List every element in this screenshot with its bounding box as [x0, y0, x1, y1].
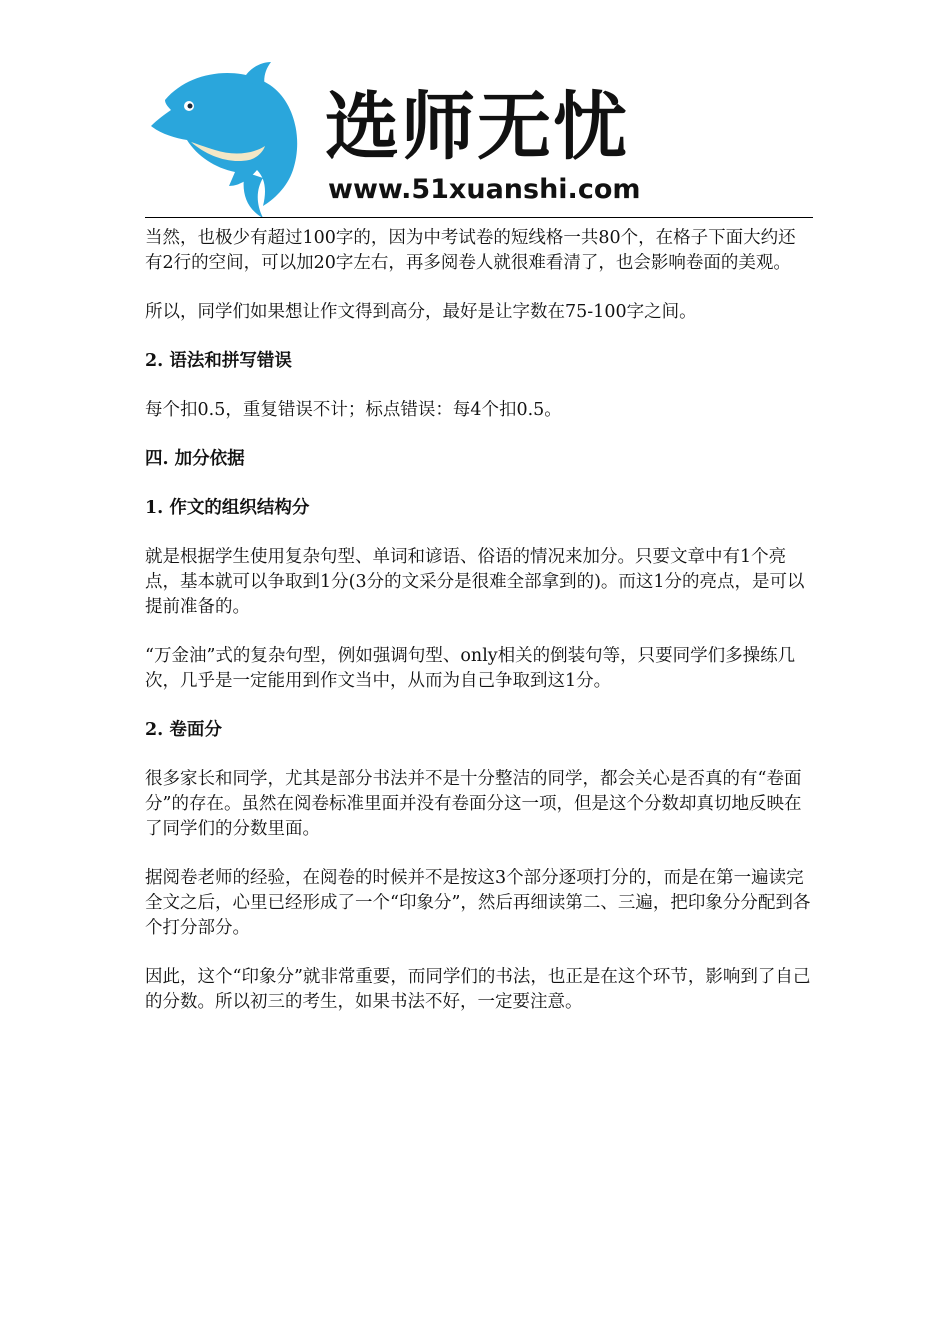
paragraph: 所以，同学们如果想让作文得到高分，最好是让字数在75-100字之间。 — [145, 302, 697, 322]
document-body — [145, 226, 813, 1039]
paragraph: “万金油”式的复杂句型，例如强调句型、only相关的倒装句等，只要同学们多操练几次，几乎是一定能用到作文当中，从而为自己争取到这1分。 — [145, 646, 796, 691]
logo-title: 选师无忧 — [325, 84, 629, 170]
header-divider — [145, 217, 813, 218]
section-heading: 四. 加分依据 — [145, 449, 245, 469]
paragraph: 当然，也极少有超过100字的，因为中考试卷的短线格一共80个，在格子下面大约还有2行的空间，可以加20字左右，再多阅卷人就很难看清了，也会影响卷面的美观。 — [145, 228, 796, 273]
page-header — [145, 60, 813, 218]
section-heading: 2. 语法和拼写错误 — [145, 351, 292, 371]
dolphin-logo-icon — [145, 60, 305, 220]
logo-url: www.51xuanshi.com — [328, 174, 641, 205]
section-heading: 1. 作文的组织结构分 — [145, 498, 310, 518]
paragraph: 据阅卷老师的经验，在阅卷的时候并不是按这3个部分逐项打分的，而是在第一遍读完全文之后，心里已经形成了一个“印象分”，然后再细读第二、三遍，把印象分分配到各个打分部分。 — [145, 868, 811, 938]
paragraph: 每个扣0.5，重复错误不计；标点错误：每4个扣0.5。 — [145, 400, 562, 420]
paragraph: 就是根据学生使用复杂句型、单词和谚语、俗语的情况来加分。只要文章中有1个亮点，基本就可以争取到1分(3分的文采分是很难全部拿到的)。而这1分的亮点，是可以提前准备的。 — [145, 547, 805, 617]
paragraph: 因此，这个“印象分”就非常重要，而同学们的书法，也正是在这个环节，影响到了自己的分数。所以初三的考生，如果书法不好，一定要注意。 — [145, 967, 811, 1012]
section-heading: 2. 卷面分 — [145, 720, 222, 740]
paragraph: 很多家长和同学，尤其是部分书法并不是十分整洁的同学，都会关心是否真的有“卷面分”的存在。虽然在阅卷标准里面并没有卷面分这一项，但是这个分数却真切地反映在了同学们的分数里面。 — [145, 769, 802, 839]
